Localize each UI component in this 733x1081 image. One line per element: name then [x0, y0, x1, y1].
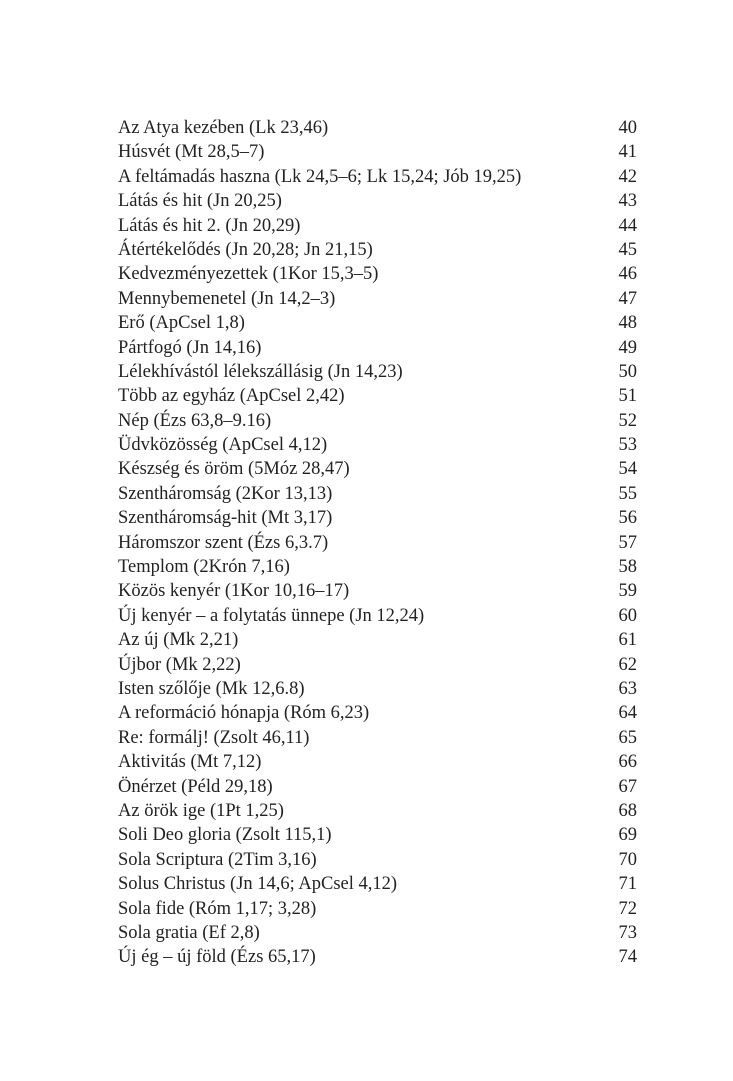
- toc-entry-page: 57: [618, 532, 637, 553]
- toc-entry-page: 60: [618, 605, 637, 626]
- toc-entry-page: 49: [618, 337, 637, 358]
- toc-entry-title: Sola fide (Róm 1,17; 3,28): [118, 898, 317, 919]
- toc-entry: [118, 701, 637, 725]
- toc-entry: [118, 384, 637, 408]
- toc-entry: [118, 214, 637, 238]
- toc-entry-page: 42: [618, 166, 637, 187]
- toc-entry: [118, 409, 637, 433]
- toc-entry: [118, 506, 637, 530]
- toc-entry-title: Re: formálj! (Zsolt 46,11): [118, 727, 310, 748]
- toc-entry-title: Háromszor szent (Ézs 6,3.7): [118, 532, 329, 553]
- toc-entry: [118, 482, 637, 506]
- toc-entry-title: Aktivitás (Mt 7,12): [118, 752, 262, 773]
- toc-entry-title: Üdvközösség (ApCsel 4,12): [118, 435, 328, 456]
- toc-entry-page: 59: [618, 581, 637, 602]
- toc-entry-page: 68: [618, 800, 637, 821]
- toc-entry-page: 67: [618, 776, 637, 797]
- toc-entry-page: 45: [618, 239, 637, 260]
- toc-entry-title: Húsvét (Mt 28,5–7): [118, 142, 265, 163]
- toc-entry-page: 56: [618, 508, 637, 529]
- toc-entry-title: Templom (2Krón 7,16): [118, 557, 290, 578]
- toc-entry-title: Az örök ige (1Pt 1,25): [118, 800, 284, 821]
- toc-entry: [118, 653, 637, 677]
- toc-entry-title: Szentháromság-hit (Mt 3,17): [118, 508, 333, 529]
- toc-entry: [118, 140, 637, 164]
- toc-entry: [118, 116, 637, 140]
- toc-entry-page: 55: [618, 483, 637, 504]
- toc-entry-title: Önérzet (Péld 29,18): [118, 776, 273, 797]
- toc-entry-page: 43: [618, 191, 637, 212]
- toc-entry: [118, 311, 637, 335]
- toc-entry-title: Sola gratia (Ef 2,8): [118, 922, 260, 943]
- toc-entry-page: 74: [618, 947, 637, 968]
- toc-entry: [118, 628, 637, 652]
- toc-entry: [118, 799, 637, 823]
- toc-entry: [118, 848, 637, 872]
- toc-entry-page: 64: [618, 703, 637, 724]
- toc-entry-title: Készség és öröm (5Móz 28,47): [118, 459, 350, 480]
- toc-entry-title: Új kenyér – a folytatás ünnepe (Jn 12,24): [118, 605, 425, 626]
- toc-entry-page: 58: [618, 557, 637, 578]
- toc-entry-title: Több az egyház (ApCsel 2,42): [118, 386, 345, 407]
- toc-entry-title: Az Atya kezében (Lk 23,46): [118, 118, 329, 138]
- toc-entry: [118, 238, 637, 262]
- toc-entry: [118, 555, 637, 579]
- toc-entry: [118, 775, 637, 799]
- toc-entry: [118, 872, 637, 896]
- toc-entry-title: Isten szőlője (Mk 12,6.8): [118, 678, 305, 699]
- toc-entry-page: 63: [618, 678, 637, 699]
- toc-entry-page: 40: [618, 118, 637, 138]
- toc-entry-page: 65: [618, 727, 637, 748]
- toc-entry: [118, 750, 637, 774]
- toc-entry: [118, 287, 637, 311]
- toc-entry-title: Látás és hit (Jn 20,25): [118, 191, 282, 212]
- toc-entry: [118, 433, 637, 457]
- toc-entry: [118, 579, 637, 603]
- toc-entry: [118, 921, 637, 945]
- toc-entry-page: 44: [618, 215, 637, 236]
- toc-entry: [118, 336, 637, 360]
- toc-entry-page: 46: [618, 264, 637, 285]
- toc-entry-title: Solus Christus (Jn 14,6; ApCsel 4,12): [118, 874, 398, 895]
- toc-entry-title: A feltámadás haszna (Lk 24,5–6; Lk 15,24; Jób 19,25): [118, 166, 522, 187]
- toc-entry-title: Közös kenyér (1Kor 10,16–17): [118, 581, 350, 602]
- toc-entry: [118, 726, 637, 750]
- toc-entry: [118, 531, 637, 555]
- toc-entry: [118, 165, 637, 189]
- toc-entry: [118, 457, 637, 481]
- toc-entry-title: Átértékelődés (Jn 20,28; Jn 21,15): [118, 239, 373, 260]
- toc-entry-page: 70: [618, 849, 637, 870]
- toc-entry-title: Szentháromság (2Kor 13,13): [118, 483, 333, 504]
- toc-entry-page: 71: [618, 874, 637, 895]
- toc-entry-title: Nép (Ézs 63,8–9.16): [118, 410, 272, 431]
- toc-entry-page: 53: [618, 435, 637, 456]
- toc-entry-title: Sola Scriptura (2Tim 3,16): [118, 849, 317, 870]
- toc-entry: [118, 945, 637, 969]
- toc-entry-page: 54: [618, 459, 637, 480]
- toc-entry-title: Új ég – új föld (Ézs 65,17): [118, 947, 316, 968]
- toc-entry-page: 41: [618, 142, 637, 163]
- toc-entry-title: Kedvezményezettek (1Kor 15,3–5): [118, 264, 379, 285]
- toc-entry-page: 48: [618, 313, 637, 334]
- toc-entry-page: 52: [618, 410, 637, 431]
- toc-entry: [118, 897, 637, 921]
- toc-entry: [118, 189, 637, 213]
- toc-entry-title: Lélekhívástól lélekszállásig (Jn 14,23): [118, 361, 403, 382]
- toc-entry-page: 47: [618, 288, 637, 309]
- table-of-contents: [118, 116, 637, 970]
- toc-entry: [118, 823, 637, 847]
- toc-entry-page: 62: [618, 654, 637, 675]
- toc-entry-page: 51: [618, 386, 637, 407]
- toc-entry-page: 66: [618, 752, 637, 773]
- toc-entry: [118, 604, 637, 628]
- toc-entry: [118, 677, 637, 701]
- toc-entry-title: Újbor (Mk 2,22): [118, 654, 241, 675]
- toc-entry-page: 61: [618, 630, 637, 651]
- toc-entry-page: 69: [618, 825, 637, 846]
- toc-entry-title: Soli Deo gloria (Zsolt 115,1): [118, 825, 332, 846]
- toc-entry-title: Látás és hit 2. (Jn 20,29): [118, 215, 301, 236]
- toc-entry-page: 73: [618, 922, 637, 943]
- toc-entry-title: Erő (ApCsel 1,8): [118, 313, 245, 334]
- toc-entry-title: A reformáció hónapja (Róm 6,23): [118, 703, 370, 724]
- toc-entry-page: 50: [618, 361, 637, 382]
- toc-entry-title: Az új (Mk 2,21): [118, 630, 239, 651]
- toc-entry-title: Mennybemenetel (Jn 14,2–3): [118, 288, 336, 309]
- toc-entry-page: 72: [618, 898, 637, 919]
- toc-entry-title: Pártfogó (Jn 14,16): [118, 337, 262, 358]
- toc-entry: [118, 360, 637, 384]
- toc-entry: [118, 262, 637, 286]
